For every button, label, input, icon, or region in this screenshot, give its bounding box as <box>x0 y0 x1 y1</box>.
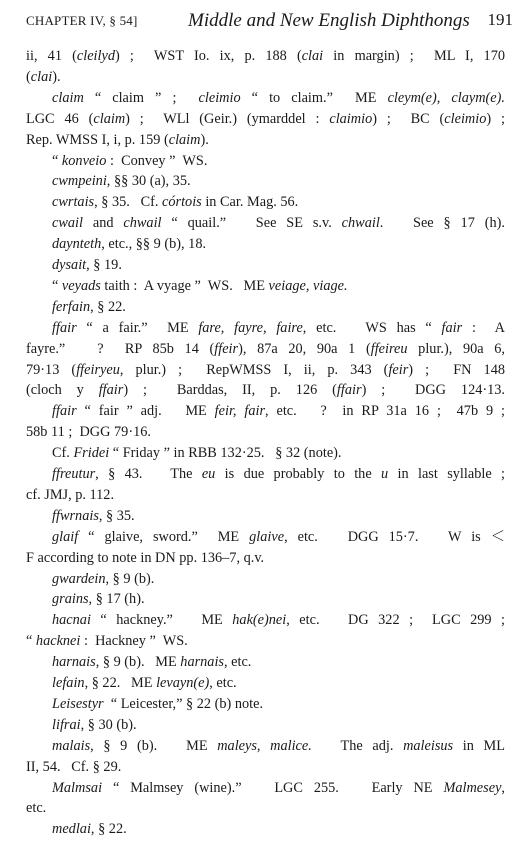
text-run: “ to claim.” ME <box>240 89 388 106</box>
italic-term: Malmesey <box>443 779 502 796</box>
text-run: “ hackney.” ME <box>90 612 233 629</box>
italic-term: konveio <box>61 152 107 169</box>
text-line <box>52 652 251 672</box>
italic-term: ffair <box>98 382 124 399</box>
italic-term: lifrai <box>52 716 81 733</box>
text-run: plur.), 90a 6, <box>407 340 505 357</box>
text-run: : Convey ” WS. <box>106 152 208 169</box>
text-line <box>52 88 505 108</box>
text-run: “ fair ” adj. ME <box>76 403 215 420</box>
italic-term: ffeir <box>214 340 239 357</box>
text-line <box>26 548 264 568</box>
text-line <box>52 192 298 212</box>
italic-term: grains <box>52 591 89 608</box>
text-run: ) ; BC ( <box>372 110 445 127</box>
text-run: , etc. ? in RP 31a 16 ; 47b 9 ; <box>265 403 505 420</box>
italic-term: cleilyd <box>76 48 115 64</box>
text-line <box>52 610 505 630</box>
text-line <box>52 506 135 526</box>
text-run: , etc. <box>209 675 237 691</box>
text-line <box>52 234 206 254</box>
italic-term: feir, fair <box>214 403 266 420</box>
text-run: , § 43. The <box>95 466 202 482</box>
text-run: ) ; Barddas, II, p. 126 ( <box>123 382 337 399</box>
italic-term: gwardein <box>52 570 106 587</box>
page-title: Middle and New English Diphthongs <box>188 10 470 31</box>
text-line <box>52 443 342 463</box>
text-run: , etc., §§ 9 (b), 18. <box>101 236 207 253</box>
text-line <box>52 527 505 547</box>
italic-term: claim <box>52 89 84 106</box>
italic-term: eu <box>201 466 216 482</box>
text-line <box>52 778 505 798</box>
italic-term: glaif <box>52 528 79 545</box>
text-line <box>52 464 505 484</box>
text-run: ) ; <box>486 110 505 127</box>
text-run: in ML <box>453 737 505 754</box>
italic-term: malais <box>52 737 91 754</box>
italic-term: ffair <box>336 382 362 399</box>
text-line <box>52 589 145 609</box>
text-run: LGC 46 ( <box>26 110 94 127</box>
text-line <box>52 819 127 839</box>
page-number: 191 <box>487 10 513 29</box>
text-run: , § 22. <box>90 298 126 315</box>
italic-term: medlai <box>52 821 91 838</box>
text-run: ). <box>200 131 209 148</box>
chapter-reference: CHAPTER IV, § 54] <box>26 13 138 28</box>
text-run: “ Friday ” in RBB 132·25. § 32 (note). <box>109 445 342 462</box>
italic-term: clai <box>301 48 324 64</box>
text-run: , § 19. <box>86 257 122 273</box>
text-run: : Hackney ” WS. <box>80 633 188 650</box>
text-line <box>26 422 151 442</box>
text-line <box>26 130 209 150</box>
text-run: (cloch y <box>26 382 99 399</box>
italic-term: clai <box>30 68 53 85</box>
text-run: The adj. <box>311 737 404 754</box>
italic-term: ffeiryeu <box>76 361 120 378</box>
text-run: “ glaive, sword.” ME <box>78 528 250 545</box>
text-run: : A <box>462 319 505 336</box>
text-run: , §§ 30 (a), 35. <box>106 173 191 190</box>
italic-term: cwail <box>52 215 83 232</box>
text-run: ) ; DGG 124·13. <box>361 382 505 399</box>
italic-term: veiage, viage. <box>268 277 348 294</box>
italic-term: cwrtais <box>52 194 95 211</box>
text-line <box>52 318 505 338</box>
italic-term: ffeireu <box>370 340 408 357</box>
italic-term: u <box>381 466 389 482</box>
text-run: ) ; WST Io. ix, p. 188 ( <box>115 48 302 64</box>
italic-term: chwail <box>341 215 380 232</box>
text-run: F according to note in DN pp. 136–7, q.v. <box>26 549 265 566</box>
text-run: , § 9 (b). <box>105 570 155 587</box>
text-run: ) ; FN 148 <box>408 361 505 378</box>
text-line <box>52 151 207 171</box>
text-run: Cf. <box>52 445 74 462</box>
text-line <box>26 485 114 505</box>
text-line <box>52 569 154 589</box>
text-line <box>52 736 505 756</box>
text-line <box>52 297 126 317</box>
italic-term: Leisestyr <box>52 695 104 712</box>
italic-term: córtois <box>162 194 202 211</box>
text-line <box>26 360 505 380</box>
italic-term: ffreutur <box>52 466 96 482</box>
text-run: , etc. DG 322 ; LGC 299 ; <box>286 612 506 629</box>
text-run: , etc. WS has “ <box>302 319 442 336</box>
italic-term: lefain <box>52 675 85 691</box>
running-header <box>26 10 515 34</box>
text-run: 79·13 ( <box>26 361 77 378</box>
text-run: , § 9 (b). ME <box>90 737 218 754</box>
text-run: is due probably to the <box>215 466 382 482</box>
italic-term: cleimio <box>198 89 241 106</box>
italic-term: feir <box>388 361 409 378</box>
italic-term: cleimio <box>444 110 487 127</box>
text-run: , etc. <box>224 654 252 671</box>
italic-term: claim <box>168 131 201 148</box>
italic-term: maleys, malice. <box>217 737 312 754</box>
italic-term: harnais <box>52 654 96 671</box>
text-run: , § 22. <box>90 821 127 838</box>
text-run: , § 35. <box>98 507 135 524</box>
text-line <box>52 715 137 735</box>
italic-term: fair <box>441 319 463 336</box>
text-line <box>26 339 505 359</box>
italic-term: levayn(e) <box>156 675 210 691</box>
italic-term: cwmpeini <box>52 173 107 190</box>
italic-term: ffair <box>52 319 77 336</box>
text-line <box>26 46 505 66</box>
italic-term: Fridei <box>73 445 110 462</box>
text-run: , § 17 (h). <box>88 591 145 608</box>
italic-term: ferfain <box>52 298 91 315</box>
italic-term: claimio <box>329 110 373 127</box>
text-run: cf. JMJ, p. 112. <box>26 486 115 503</box>
text-run: ), 87a 20, 90a 1 ( <box>238 340 371 357</box>
text-run: “ Malmsey (wine).” LGC 255. Early NE <box>102 779 444 796</box>
text-line <box>52 401 505 421</box>
text-run: Rep. WMSS I, i, p. 159 ( <box>26 131 169 148</box>
text-line <box>26 67 61 87</box>
text-run: 58b 11 ; DGG 79·16. <box>26 424 151 441</box>
italic-term: veyads <box>61 277 101 294</box>
text-run: , <box>501 779 505 796</box>
text-run: ). <box>52 68 61 85</box>
italic-term: ffwrnais <box>52 507 99 524</box>
text-run: in last syllable ; <box>388 466 505 482</box>
text-run: “ quail.” See SE s.v. <box>161 215 342 232</box>
text-run: taith : A vyage ” WS. ME <box>100 277 269 294</box>
text-run: ( <box>26 68 31 85</box>
text-run: “ <box>26 633 36 650</box>
italic-term: chwail <box>123 215 162 232</box>
text-line <box>52 213 505 233</box>
text-run: “ <box>52 277 62 294</box>
italic-term: ffair <box>52 403 77 420</box>
text-run: etc. <box>26 800 47 817</box>
text-line <box>26 109 505 129</box>
italic-term: harnais <box>180 654 224 671</box>
text-line <box>26 798 46 818</box>
text-run: , § 30 (b). <box>80 716 137 733</box>
text-run: , § 22. ME <box>84 675 157 691</box>
text-line <box>52 673 237 693</box>
italic-term: hak(e)nei <box>232 612 287 629</box>
text-run: ) ; WLl (Geir.) (ymarddel : <box>125 110 330 127</box>
text-run: II, 54. Cf. § 29. <box>26 758 122 775</box>
text-run: “ a fair.” ME <box>76 319 199 336</box>
text-run: “ Leicester,” § 22 (b) note. <box>103 695 264 712</box>
text-run: , etc. DGG 15·7. W is ＜ <box>284 528 505 545</box>
italic-term: daynteth <box>52 236 102 253</box>
text-line <box>26 631 188 651</box>
italic-term: dysait <box>52 257 87 273</box>
text-run: “ claim ” ; <box>83 89 199 106</box>
italic-term: maleisus <box>403 737 454 754</box>
text-run: ii, 41 ( <box>26 48 77 64</box>
italic-term: hacknei <box>35 633 81 650</box>
italic-term: fare, fayre, faire <box>198 319 303 336</box>
text-line <box>26 757 121 777</box>
text-line <box>26 380 505 400</box>
text-line <box>52 255 122 275</box>
text-run: “ <box>52 152 62 169</box>
italic-term: cleym(e), claym(e). <box>387 89 505 106</box>
text-run: in Car. Mag. 56. <box>201 194 299 211</box>
text-line <box>52 694 263 714</box>
text-run: , plur.) ; RepWMSS I, ii, p. 343 ( <box>119 361 389 378</box>
text-line <box>52 276 348 296</box>
text-run: and <box>82 215 124 232</box>
text-run: . See § 17 (h). <box>379 215 505 232</box>
text-line <box>52 171 191 191</box>
text-run: fayre.” ? RP 85b 14 ( <box>26 340 215 357</box>
text-run: , § 9 (b). ME <box>95 654 181 671</box>
italic-term: claim <box>93 110 126 127</box>
text-run: in margin) ; ML I, 170 <box>323 48 505 64</box>
italic-term: Malmsai <box>52 779 103 796</box>
italic-term: glaive <box>249 528 285 545</box>
text-run: , § 35. Cf. <box>94 194 163 211</box>
italic-term: hacnai <box>52 612 91 629</box>
